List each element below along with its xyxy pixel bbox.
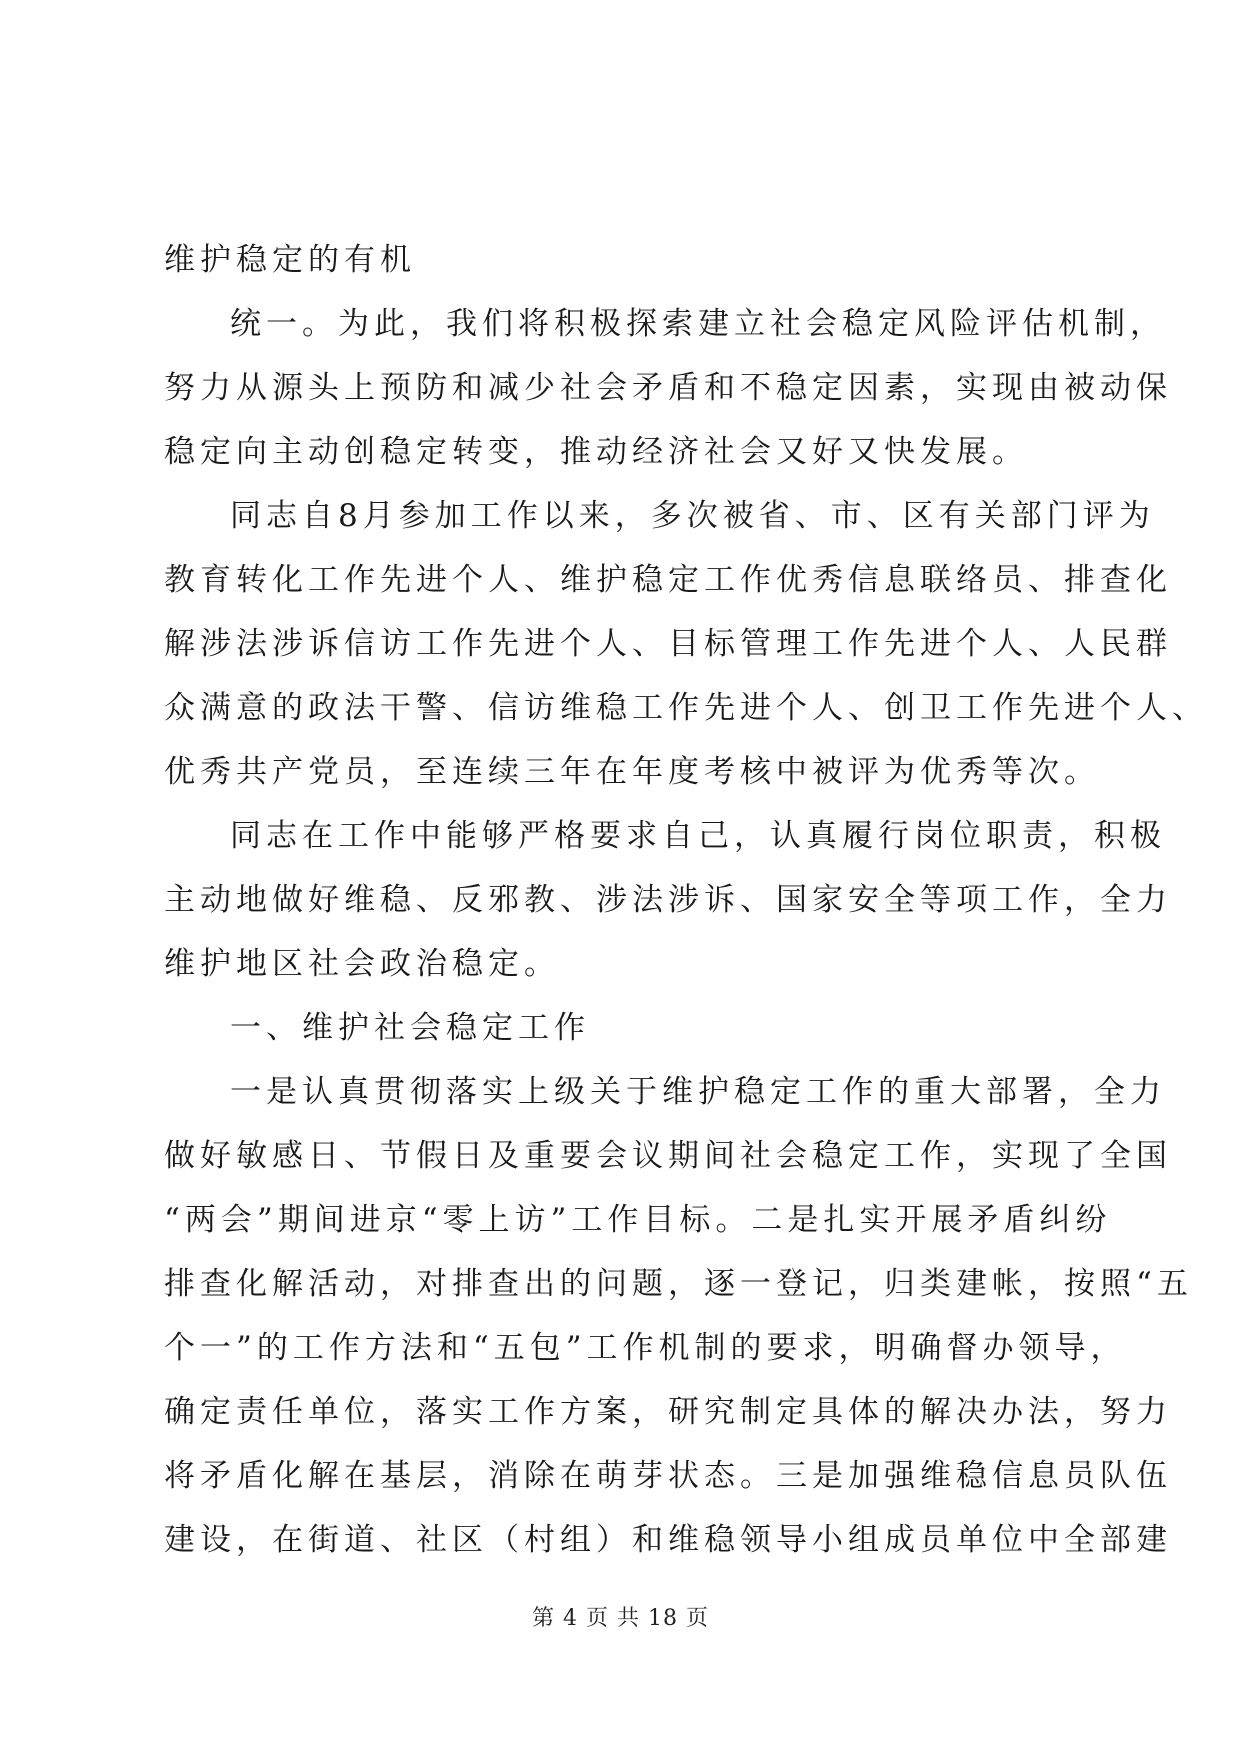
paragraph-line: 同志自8月参加工作以来，多次被省、市、区有关部门评为: [230, 498, 1155, 534]
paragraph-line: 同志在工作中能够严格要求自己，认真履行岗位职责，积极: [230, 818, 1166, 854]
paragraph-line: 统一。为此，我们将积极探索建立社会稳定风险评估机制，: [230, 306, 1166, 342]
paragraph-line: 一是认真贯彻落实上级关于维护稳定工作的重大部署，全力: [230, 1074, 1166, 1110]
text-line: 维护地区社会政治稳定。: [164, 946, 560, 982]
text-line: 稳定向主动创稳定转变，推动经济社会又好又快发展。: [164, 434, 1028, 470]
text-line: 将矛盾化解在基层，消除在萌芽状态。三是加强维稳信息员队伍: [164, 1458, 1172, 1494]
text-line: 个一”的工作方法和“五包”工作机制的要求，明确督办领导，: [164, 1330, 1127, 1366]
text-line: 维护稳定的有机: [164, 242, 416, 278]
document-body: [164, 228, 1208, 1572]
text-line: “两会”期间进京“零上访”工作目标。二是扎实开展矛盾纠纷: [164, 1202, 1112, 1238]
text-line: 做好敏感日、节假日及重要会议期间社会稳定工作，实现了全国: [164, 1138, 1172, 1174]
text-line: 排查化解活动，对排查出的问题，逐一登记，归类建帐，按照“五: [164, 1266, 1193, 1302]
text-line: 确定责任单位，落实工作方案，研究制定具体的解决办法，努力: [164, 1394, 1172, 1430]
page-number-footer: 第 4 页 共 18 页: [532, 1606, 709, 1631]
section-heading: 一、维护社会稳定工作: [230, 1010, 590, 1046]
text-line: 优秀共产党员，至连续三年在年度考核中被评为优秀等次。: [164, 754, 1100, 790]
text-line: 努力从源头上预防和减少社会矛盾和不稳定因素，实现由被动保: [164, 370, 1172, 406]
text-line: 主动地做好维稳、反邪教、涉法涉诉、国家安全等项工作，全力: [164, 882, 1172, 918]
text-line: 教育转化工作先进个人、维护稳定工作优秀信息联络员、排查化: [164, 562, 1172, 598]
text-line: 解涉法涉诉信访工作先进个人、目标管理工作先进个人、人民群: [164, 626, 1172, 662]
text-line: 众满意的政法干警、信访维稳工作先进个人、创卫工作先进个人、: [164, 690, 1208, 726]
text-line: 建设，在街道、社区（村组）和维稳领导小组成员单位中全部建: [164, 1522, 1172, 1558]
